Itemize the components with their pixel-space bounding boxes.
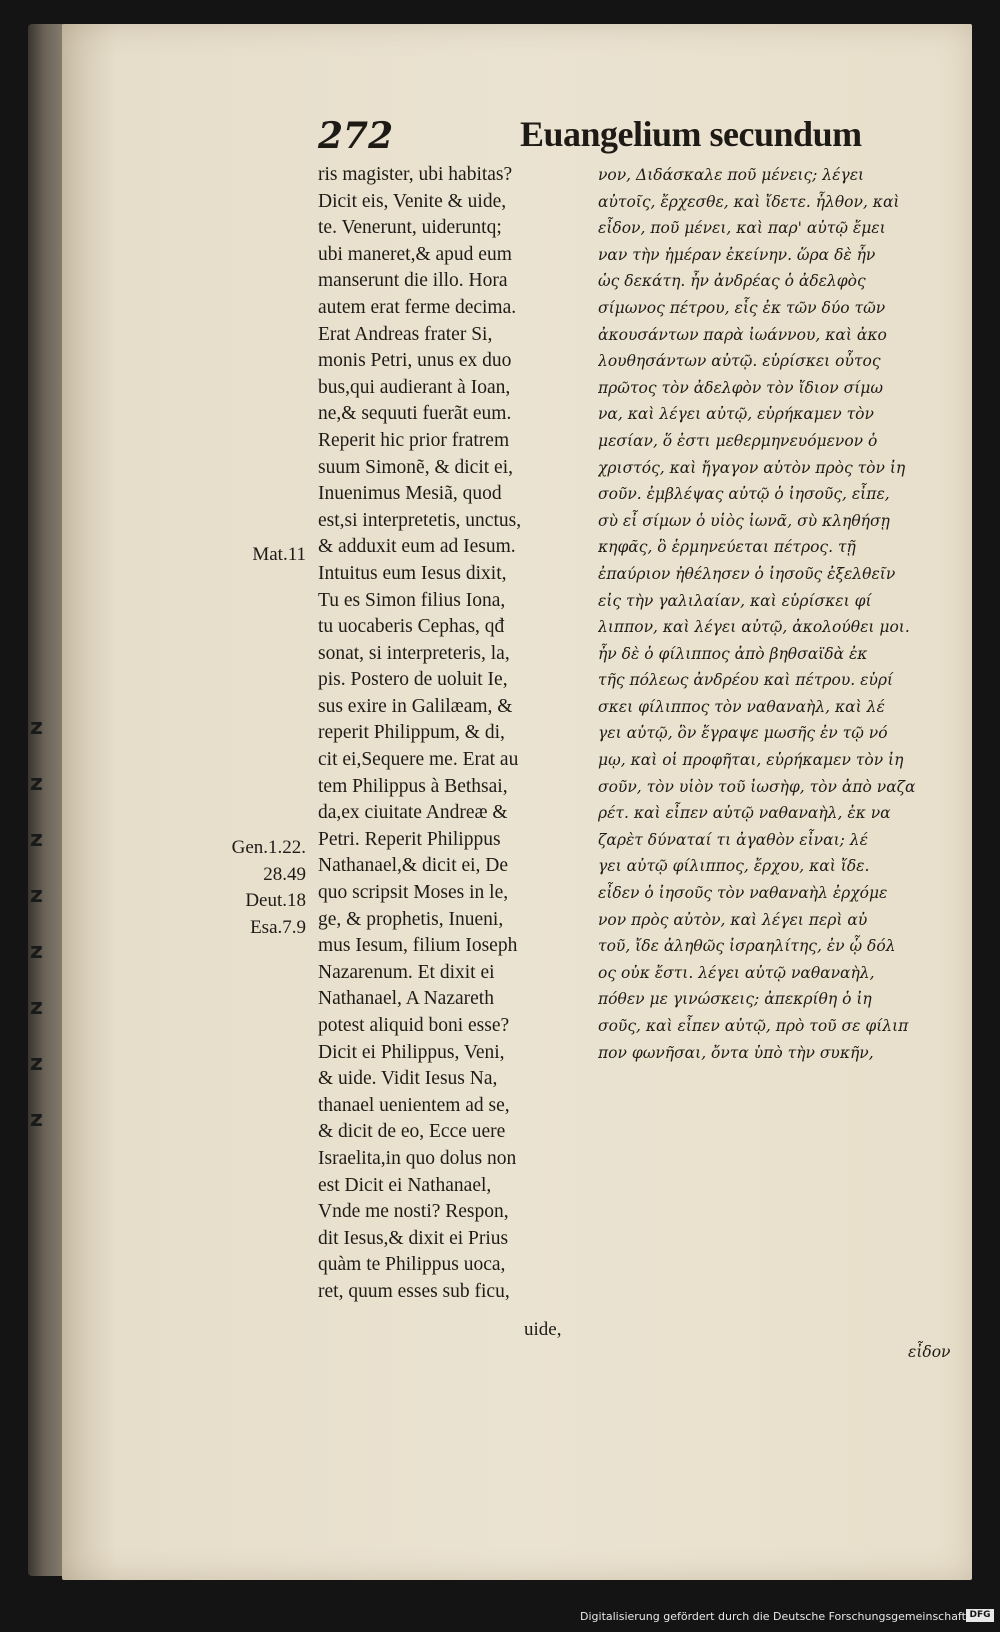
margin-note-esa: Esa.7.9 [250,917,306,938]
edge-mark: z [30,995,43,1020]
text-line: te. Venerunt, uideruntq; [318,217,502,239]
text-line: Petri. Reperit Philippus [318,828,501,850]
edge-mark: z [30,883,43,908]
text-line: ge, & prophetis, Inueni, [318,908,504,930]
text-line: Intuitus eum Iesus dixit, [318,562,507,584]
text-line: εἶδον, ποῦ μένει, καὶ παρ' αὐτῷ ἔμει [598,219,886,238]
text-line: tu uocaberis Cephas, qđ [318,616,505,638]
margin-note-gen2: 28.49 [263,864,306,885]
page-number: 272 [318,115,394,157]
text-line: thanael uenientem ad se, [318,1094,510,1116]
text-line: Erat Andreas frater Si, [318,323,493,345]
text-line: est Dicit ei Nathanael, [318,1174,492,1196]
text-line: ἐπαύριον ἠθέλησεν ὁ ἰησοῦς ἐξελθεῖν [598,564,896,583]
text-line: dit Iesus,& dixit ei Prius [318,1227,509,1249]
text-line: sus exire in Galilæam, & [318,695,513,717]
text-line: ρέτ. καὶ εἶπεν αὐτῷ ναθαναὴλ, ἐκ να [598,804,891,823]
text-line: εἶδεν ὁ ἰησοῦς τὸν ναθαναὴλ ἐρχόμε [598,884,888,903]
text-line: να, καὶ λέγει αὐτῷ, εὑρήκαμεν τὸν [598,405,874,424]
text-line: quo scripsit Moses in le, [318,882,509,904]
text-line: κηφᾶς, ὃ ἑρμηνεύεται πέτρος. τῇ [598,538,856,557]
text-line: Reperit hic prior fratrem [318,429,510,451]
text-line: & adduxit eum ad Iesum. [318,536,516,558]
text-line: Nathanael, A Nazareth [318,988,494,1010]
edge-mark: z [30,827,43,852]
text-line: pis. Postero de uoluit Ie, [318,669,508,691]
text-line: νον πρὸς αὐτὸν, καὶ λέγει περὶ αὐ [598,910,868,929]
text-line: bus,qui audierant à Ioan, [318,376,511,398]
text-line: & uide. Vidit Iesus Na, [318,1068,498,1090]
text-line: est,si interpretetis, unctus, [318,509,522,531]
digitization-credit: Digitalisierung gefördert durch die Deutsche Forschungsgemeinschaft [580,1610,966,1623]
text-line: ζαρὲτ δύναταί τι ἀγαθὸν εἶναι; λέ [598,830,868,849]
text-line: σίμωνος πέτρου, εἷς ἐκ τῶν δύο τῶν [598,298,886,317]
text-line: νον, Διδάσκαλε ποῦ μένεις; λέγει [598,166,865,184]
text-line: reperit Philippum, & di, [318,722,505,744]
text-line: monis Petri, unus ex duo [318,350,512,372]
latin-catchword: uide, [524,1319,562,1340]
text-line: πόθεν με γινώσκεις; ἀπεκρίθη ὁ ἰη [598,990,872,1009]
margin-note-gen: Gen.1.22. [231,837,306,858]
text-line: ret, quum esses sub ficu, [318,1280,510,1302]
text-line: da,ex ciuitate Andreæ & [318,802,508,824]
text-line: mus Iesum, filium Ioseph [318,935,518,957]
edge-mark: z [30,771,43,796]
edge-marks [30,700,50,1148]
text-line: sonat, si interpreteris, la, [318,642,510,664]
text-line: Nathanael,& dicit ei, De [318,855,509,877]
text-line: τοῦ, ἴδε ἀληθῶς ἰσραηλίτης, ἐν ᾧ δόλ [598,937,896,956]
margin-note-mat: Mat.11 [252,544,306,565]
edge-mark: z [30,939,43,964]
text-line: τῆς πόλεως ἀνδρέου καὶ πέτρου. εὑρί [598,671,894,690]
text-line: Nazarenum. Et dixit ei [318,961,495,983]
text-line: ubi maneret,& apud eum [318,243,512,265]
text-line: σοῦν. ἐμβλέψας αὐτῷ ὁ ἰησοῦς, εἶπε, [598,485,890,504]
text-line: & dicit de eo, Ecce uere [318,1121,506,1143]
text-line: σκει φίλιππος τὸν ναθαναὴλ, καὶ λέ [598,697,885,716]
margin-note-deut: Deut.18 [245,890,306,911]
text-line: ναν τὴν ἡμέραν ἐκείνην. ὥρα δὲ ἦν [598,245,876,264]
text-line: μῳ, καὶ οἱ προφῆται, εὑρήκαμεν τὸν ἰη [598,751,904,770]
text-line: Vnde me nosti? Respon, [318,1201,509,1223]
text-line: ἀκουσάντων παρὰ ἰωάννου, καὶ ἀκο [598,325,887,344]
text-line: potest aliquid boni esse? [318,1015,510,1036]
text-line: σὺ εἶ σίμων ὁ υἱὸς ἰωνᾶ, σὺ κληθήσῃ [598,511,890,530]
dfg-logo: DFG [966,1609,994,1622]
text-line: Dicit ei Philippus, Veni, [318,1041,505,1063]
text-line: Tu es Simon filius Iona, [318,589,506,611]
text-line: ris magister, ubi habitas? [318,164,513,185]
text-line: Dicit eis, Venite & uide, [318,190,507,212]
latin-column [318,162,583,1306]
text-line: tem Philippus à Bethsai, [318,775,508,797]
text-line: χριστός, καὶ ἤγαγον αὐτὸν πρὸς τὸν ἰη [598,458,906,477]
text-line: manserunt die illo. Hora [318,270,508,292]
text-line: σοῦν, τὸν υἱὸν τοῦ ἰωσὴφ, τὸν ἀπὸ ναζα [598,777,916,796]
text-line: ne,& sequuti fuerãt eum. [318,403,512,425]
greek-column [598,162,966,1066]
text-line: suum Simonẽ, & dicit ei, [318,456,513,478]
edge-mark: z [30,715,43,740]
edge-mark: z [30,1107,43,1132]
text-line: autem erat ferme decima. [318,296,517,318]
text-line: Inuenimus Mesiã, quod [318,483,502,505]
text-line: εἰς τὴν γαλιλαίαν, καὶ εὑρίσκει φί [598,591,872,610]
text-line: ἦν δὲ ὁ φίλιππος ἀπὸ βηθσαϊδὰ ἐκ [598,644,868,663]
text-line: γει αὐτῷ φίλιππος, ἔρχου, καὶ ἴδε. [598,857,870,876]
text-line: ος οὐκ ἔστι. λέγει αὐτῷ ναθαναὴλ, [598,963,875,982]
text-line: σοῦς, καὶ εἶπεν αὐτῷ, πρὸ τοῦ σε φίλιπ [598,1017,909,1035]
greek-catchword: εἶδον [908,1343,951,1361]
text-line: αὐτοῖς, ἔρχεσθε, καὶ ἴδετε. ἦλθον, καὶ [598,192,900,211]
text-line: cit ei,Sequere me. Erat au [318,749,519,771]
edge-mark: z [30,1051,43,1076]
text-line: λιππον, καὶ λέγει αὐτῷ, ἀκολούθει μοι. [598,618,910,637]
text-line: πον φωνῆσαι, ὄντα ὑπὸ τὴν συκῆν, [598,1043,874,1062]
text-line: πρῶτος τὸν ἀδελφὸν τὸν ἴδιον σίμω [598,378,883,397]
text-line: μεσίαν, ὅ ἐστι μεθερμηνευόμενον ὁ [598,431,878,450]
running-title: Euangelium secundum [520,114,862,154]
text-line: quàm te Philippus uoca, [318,1254,506,1276]
text-line: Israelita,in quo dolus non [318,1147,517,1169]
text-line: γει αὐτῷ, ὃν ἔγραψε μωσῆς ἐν τῷ νό [598,724,888,743]
text-line: λουθησάντων αὐτῷ. εὑρίσκει οὗτος [598,352,881,371]
text-line: ὡς δεκάτη. ἦν ἀνδρέας ὁ ἀδελφὸς [598,272,866,291]
